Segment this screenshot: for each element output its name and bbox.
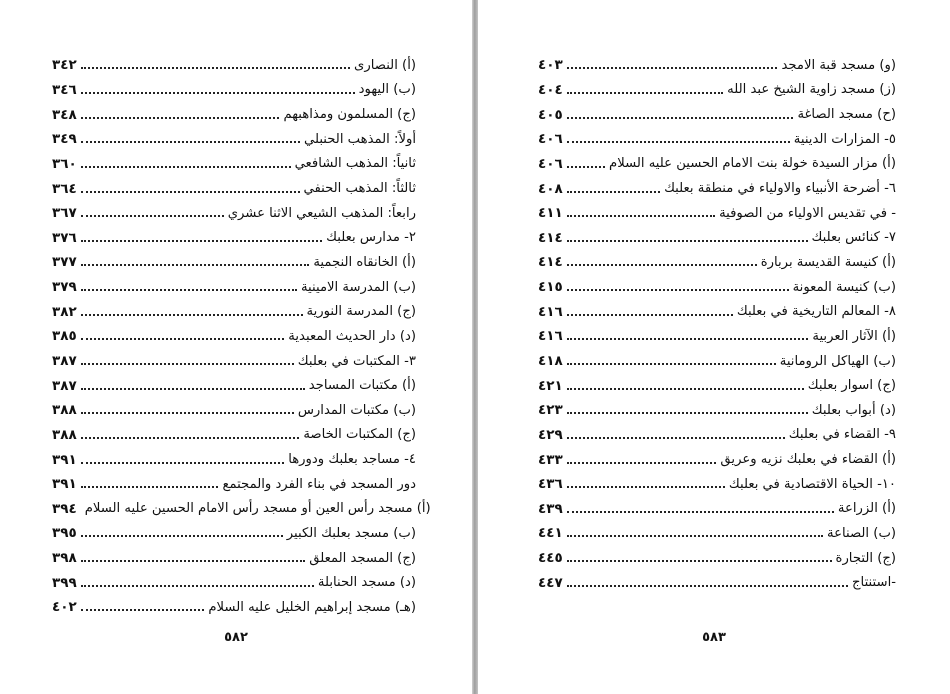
- right-page: [478, 0, 950, 694]
- toc-entry-page: ٤١٨: [538, 353, 563, 369]
- dot-leader: [81, 535, 283, 537]
- toc-entry: [52, 250, 416, 275]
- toc-entry-page: ٣٦٤: [52, 180, 77, 197]
- dot-leader: [567, 166, 605, 168]
- toc-entry-title: (ب) الصناعة: [827, 525, 896, 541]
- toc-entry-title: (ب) المدرسة الامينية: [300, 279, 416, 295]
- dot-leader: [81, 437, 300, 439]
- dot-leader: [81, 585, 314, 587]
- toc-entry: [538, 349, 896, 374]
- toc-entry: [52, 349, 416, 374]
- dot-leader: [567, 388, 804, 390]
- toc-entry: [538, 78, 896, 103]
- toc-entry-title: ثانياً: المذهب الشافعي: [294, 156, 416, 172]
- toc-entry: [52, 423, 416, 448]
- toc-entry-title: ٩- القضاء في بعلبك: [788, 427, 896, 443]
- toc-entry: [52, 497, 431, 522]
- dot-leader: [81, 388, 305, 390]
- dot-leader: [81, 462, 284, 464]
- toc-list-right: [538, 53, 896, 595]
- toc-entry: [538, 102, 896, 127]
- toc-entry-title: (أ) الآثار العربية: [812, 328, 896, 344]
- toc-entry: [538, 447, 896, 472]
- toc-entry: [538, 324, 896, 349]
- toc-entry-page: ٣٨٢: [52, 303, 77, 320]
- dot-leader: [567, 585, 848, 587]
- toc-entry-title: دور المسجد في بناء الفرد والمجتمع: [222, 476, 416, 492]
- toc-list-left: [52, 53, 431, 620]
- toc-entry: [538, 521, 896, 546]
- toc-entry-title: ٨- المعالم التاريخية في بعلبك: [736, 304, 896, 320]
- toc-entry-title: (ب) اليهود: [358, 82, 416, 98]
- toc-entry: [52, 398, 416, 423]
- toc-entry-title: (أ) القضاء في بعلبك نزيه وعريق: [720, 452, 896, 468]
- dot-leader: [567, 486, 725, 488]
- toc-entry-page: ٤١٦: [538, 328, 563, 345]
- dot-leader: [81, 289, 297, 291]
- toc-entry: [52, 78, 416, 103]
- toc-entry-title: أولاً: المذهب الحنبلي: [303, 131, 416, 147]
- dot-leader: [567, 412, 808, 414]
- dot-leader: [567, 462, 717, 464]
- toc-entry: [52, 201, 416, 226]
- toc-entry: [52, 127, 416, 152]
- toc-entry: [538, 53, 896, 78]
- toc-entry-page: ٣٩٥: [52, 525, 77, 542]
- dot-leader: [567, 535, 823, 537]
- toc-entry-title: (أ) مسجد رأس العين أو مسجد رأس الامام الحسين عليه السلام: [84, 501, 431, 517]
- toc-entry-page: ٣٧٩: [52, 279, 77, 296]
- toc-entry: [538, 398, 896, 423]
- toc-entry: [538, 250, 896, 275]
- toc-entry-page: ٣٦٧: [52, 205, 77, 222]
- dot-leader: [567, 363, 776, 365]
- toc-entry-title: (أ) مكتبات المساجد: [308, 378, 416, 394]
- toc-entry: [52, 546, 416, 571]
- toc-entry: [538, 546, 896, 571]
- toc-entry: [538, 373, 896, 398]
- toc-entry-title: ٢- مدارس بعلبك: [326, 230, 416, 246]
- toc-entry-title: (ب) الهياكل الرومانية: [779, 353, 896, 369]
- toc-entry-title: (أ) الزراعة: [837, 501, 896, 517]
- toc-entry-page: ٣٩٨: [52, 550, 77, 567]
- dot-leader: [567, 117, 794, 119]
- toc-entry: [538, 423, 896, 448]
- toc-entry-page: ٣٨٨: [52, 402, 77, 419]
- toc-entry-page: ٤٣٦: [538, 476, 563, 493]
- toc-entry: [52, 275, 416, 300]
- dot-leader: [567, 314, 733, 316]
- dot-leader: [81, 67, 350, 69]
- left-page: [0, 0, 472, 694]
- toc-entry: [52, 53, 416, 78]
- toc-entry-title: (هـ) مسجد إبراهيم الخليل عليه السلام: [208, 599, 416, 615]
- toc-entry-title: ٤- مساجد بعلبك ودورها: [288, 452, 416, 468]
- toc-entry-title: (د) مسجد الحنابلة: [317, 575, 416, 591]
- dot-leader: [81, 363, 294, 365]
- dot-leader: [567, 560, 832, 562]
- toc-entry-page: ٣٨٧: [52, 353, 77, 369]
- dot-leader: [567, 264, 757, 266]
- toc-entry-page: ٣٦٠: [52, 155, 77, 172]
- toc-entry: [52, 595, 416, 620]
- toc-entry-title: ٦- أضرحة الأنبياء والاولياء في منطقة بعلبك: [664, 181, 896, 197]
- toc-entry-page: ٤٠٢: [52, 599, 77, 616]
- toc-entry: [52, 324, 416, 349]
- toc-entry-page: ٣٧٧: [52, 254, 77, 271]
- toc-entry: [538, 472, 896, 497]
- toc-entry-page: ٤١٥: [538, 279, 563, 296]
- toc-entry: [52, 176, 416, 201]
- toc-entry-page: ٤٠٣: [538, 57, 563, 74]
- toc-entry-page: ٤٠٥: [538, 106, 563, 123]
- toc-entry-title: (ج) المسلمون ومذاهبهم: [283, 107, 416, 123]
- toc-entry-page: ٣٩٩: [52, 574, 77, 591]
- toc-entry: [52, 152, 416, 177]
- dot-leader: [81, 141, 300, 143]
- toc-entry-page: ٤٢٩: [538, 426, 563, 443]
- toc-entry: [52, 225, 416, 250]
- toc-entry-title: (ج) المسجد المعلق: [309, 550, 416, 566]
- toc-entry-title: (أ) الخانقاه النجمية: [313, 254, 416, 270]
- toc-entry-page: ٤١٤: [538, 229, 563, 246]
- toc-entry-page: ٤١٦: [538, 303, 563, 320]
- dot-leader: [567, 511, 834, 513]
- dot-leader: [567, 141, 790, 143]
- toc-entry-title: (ج) المكتبات الخاصة: [303, 427, 416, 443]
- toc-entry-page: ٤٣٩: [538, 500, 563, 517]
- toc-entry-title: (ب) مسجد بعلبك الكبير: [286, 525, 416, 541]
- toc-entry-title: (أ) النصارى: [354, 57, 416, 73]
- toc-entry-page: ٣٩١: [52, 451, 77, 468]
- toc-entry-title: - في تقديس الاولياء من الصوفية: [719, 205, 896, 221]
- toc-entry-title: ١٠- الحياة الاقتصادية في بعلبك: [728, 476, 896, 492]
- toc-entry: [538, 201, 896, 226]
- toc-entry-page: ٤٤٥: [538, 550, 563, 567]
- dot-leader: [81, 92, 355, 94]
- dot-leader: [567, 437, 785, 439]
- toc-entry-page: ٤٢٣: [538, 402, 563, 419]
- toc-entry-title: (أ) مزار السيدة خولة بنت الامام الحسين عليه السلام: [609, 156, 896, 172]
- toc-entry-page: ٣٧٦: [52, 229, 77, 246]
- toc-entry-title: (و) مسجد قبة الامجد: [781, 57, 896, 73]
- toc-entry: [538, 275, 896, 300]
- toc-entry: [538, 299, 896, 324]
- toc-entry: [52, 447, 416, 472]
- toc-entry-page: ٤٠٦: [538, 155, 563, 172]
- toc-entry-title: (ز) مسجد زاوية الشيخ عبد الله: [727, 82, 896, 98]
- toc-entry-page: ٤٢١: [538, 377, 563, 394]
- dot-leader: [81, 560, 306, 562]
- toc-entry-page: ٤١٤: [538, 254, 563, 271]
- toc-entry-page: ٤٤٧: [538, 574, 563, 591]
- dot-leader: [567, 191, 660, 193]
- toc-entry-page: ٣٤٦: [52, 81, 77, 98]
- dot-leader: [81, 609, 205, 611]
- page-number-right: ٥٨٣: [702, 630, 726, 645]
- toc-entry-page: ٣٤٩: [52, 131, 77, 148]
- toc-entry-page: ٤٤١: [538, 525, 563, 542]
- dot-leader: [81, 486, 219, 488]
- toc-entry-title: ٣- المكتبات في بعلبك: [297, 353, 416, 369]
- toc-entry-title: ثالثاً: المذهب الحنفي: [303, 181, 416, 197]
- toc-entry-page: ٤٠٤: [538, 81, 563, 98]
- dot-leader: [81, 338, 285, 340]
- page-number-left: ٥٨٢: [224, 630, 248, 645]
- toc-entry: [52, 102, 416, 127]
- toc-entry: [538, 152, 896, 177]
- toc-entry-title: ٧- كنائس بعلبك: [811, 230, 896, 246]
- toc-entry-page: ٣٩٤: [52, 500, 77, 517]
- toc-entry: [538, 570, 896, 595]
- dot-leader: [81, 166, 291, 168]
- toc-entry-title: -استنتاج: [852, 575, 896, 591]
- dot-leader: [567, 92, 723, 94]
- dot-leader: [81, 191, 300, 193]
- dot-leader: [81, 215, 224, 217]
- dot-leader: [567, 67, 778, 69]
- toc-entry: [52, 373, 416, 398]
- toc-entry: [52, 472, 416, 497]
- toc-entry-page: ٤٠٨: [538, 180, 563, 197]
- dot-leader: [567, 289, 789, 291]
- toc-entry-page: ٣٤٨: [52, 106, 77, 123]
- dot-leader: [567, 338, 809, 340]
- toc-entry-title: ٥- المزارات الدينية: [793, 131, 896, 147]
- toc-entry: [538, 176, 896, 201]
- toc-entry-page: ٤١١: [538, 205, 563, 222]
- toc-entry-title: (ح) مسجد الصاغة: [797, 107, 896, 123]
- toc-entry-title: (أ) كنيسة القديسة بربارة: [760, 254, 896, 270]
- toc-entry-title: (ج) المدرسة النورية: [306, 304, 416, 320]
- toc-entry-title: رابعاً: المذهب الشيعي الاثنا عشري: [227, 205, 416, 221]
- dot-leader: [81, 240, 322, 242]
- dot-leader: [81, 412, 294, 414]
- toc-entry: [538, 497, 896, 522]
- toc-entry-title: (د) أبواب بعلبك: [811, 402, 896, 418]
- dot-leader: [567, 240, 808, 242]
- toc-entry-page: ٣٨٥: [52, 328, 77, 345]
- dot-leader: [81, 314, 303, 316]
- toc-entry-title: (ب) مكتبات المدارس: [297, 402, 416, 418]
- toc-entry-page: ٤٣٣: [538, 451, 563, 468]
- dot-leader: [81, 264, 310, 266]
- dot-leader: [567, 215, 715, 217]
- toc-entry-page: ٤٠٦: [538, 131, 563, 148]
- toc-entry-page: ٣٩١: [52, 476, 77, 493]
- toc-entry-title: (د) دار الحديث المعبدية: [288, 328, 416, 344]
- toc-entry-title: (ج) اسوار بعلبك: [807, 378, 896, 394]
- toc-entry: [52, 521, 416, 546]
- dot-leader: [81, 117, 280, 119]
- toc-entry-page: ٣٨٧: [52, 377, 77, 394]
- toc-entry: [538, 225, 896, 250]
- toc-entry-title: (ج) التجارة: [835, 550, 896, 566]
- toc-entry-page: ٣٤٢: [52, 57, 77, 74]
- toc-entry-page: ٣٨٨: [52, 426, 77, 443]
- toc-entry-title: (ب) كنيسة المعونة: [792, 279, 896, 295]
- toc-entry: [538, 127, 896, 152]
- toc-entry: [52, 570, 416, 595]
- toc-entry: [52, 299, 416, 324]
